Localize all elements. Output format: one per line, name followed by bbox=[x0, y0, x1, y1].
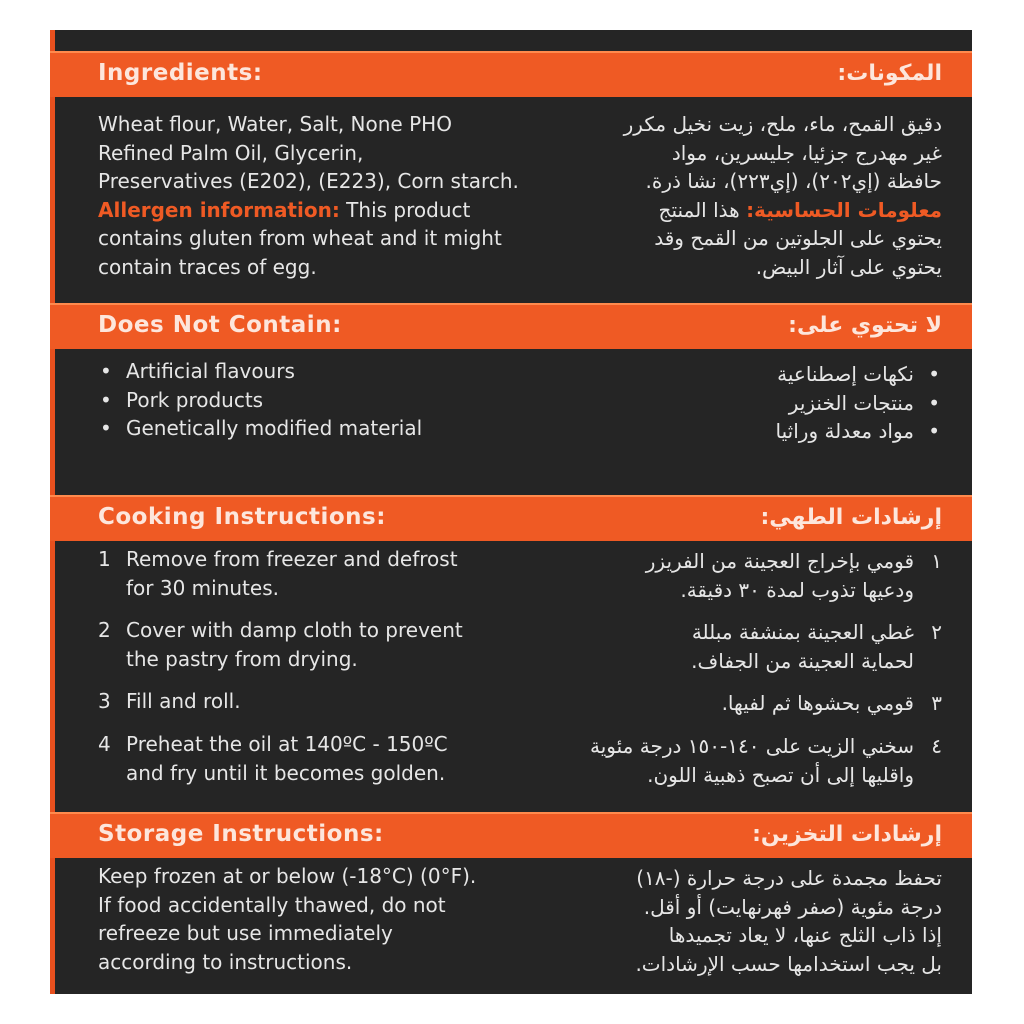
list-item-ar: • نكهات إصطناعية bbox=[776, 360, 942, 389]
step-number: 3 bbox=[98, 689, 111, 713]
storage-title-en: Storage Instructions: bbox=[98, 821, 384, 847]
storage-text-ar bbox=[635, 864, 942, 978]
step-line-ar: سخني الزيت على ١٤٠-١٥٠ درجة مئوية bbox=[590, 734, 914, 758]
allergen-line-ar: يحتوي على آثار البيض. bbox=[755, 254, 942, 279]
allergen-text: This product bbox=[339, 197, 471, 222]
ingredients-line-ar: دقيق القمح، ماء، ملح، زيت نخيل مكرر bbox=[623, 112, 942, 136]
cooking-title-en: Cooking Instructions: bbox=[98, 504, 386, 530]
step-line: and fry until it becomes golden. bbox=[126, 761, 446, 785]
storage-line: refreeze but use immediately bbox=[98, 921, 393, 945]
list-item-ar: • مواد معدلة وراثيا bbox=[776, 417, 942, 446]
does-not-contain-title-en: Does Not Contain: bbox=[98, 312, 342, 338]
step-line: Fill and roll. bbox=[126, 689, 241, 713]
ingredients-line: Preservatives (E202), (E223), Corn starch. bbox=[98, 169, 519, 193]
cooking-title-ar: إرشادات الطهي: bbox=[760, 505, 942, 530]
storage-title-ar: إرشادات التخزين: bbox=[752, 822, 942, 847]
label-panel bbox=[50, 30, 972, 994]
step-text-ar bbox=[691, 618, 914, 676]
ingredients-text-ar bbox=[624, 110, 942, 281]
ingredients-line: Wheat flour, Water, Salt, None PHO bbox=[98, 112, 452, 136]
does-not-contain-list-en bbox=[98, 357, 422, 443]
step-line-ar: لحماية العجينة من الجفاف. bbox=[691, 649, 914, 673]
step-text-ar bbox=[722, 689, 914, 718]
storage-line-ar: تحفظ مجمدة على درجة حرارة (-١٨) bbox=[636, 866, 942, 890]
storage-line-ar: درجة مئوية (صفر فهرنهايت) أو أقل. bbox=[643, 894, 942, 919]
storage-line-ar: بل يجب استخدامها حسب الإرشادات. bbox=[635, 951, 942, 976]
step-line: for 30 minutes. bbox=[126, 576, 279, 600]
storage-line: Keep frozen at or below (-18°C) (0°F). bbox=[98, 864, 477, 888]
step-number-ar: ٤ bbox=[931, 734, 942, 758]
step-line-ar: قومي بإخراج العجينة من الفريزر bbox=[645, 549, 914, 573]
cooking-header bbox=[50, 495, 972, 541]
step-text-ar bbox=[590, 732, 914, 790]
storage-line: If food accidentally thawed, do not bbox=[98, 892, 446, 917]
step-number-ar: ٣ bbox=[931, 691, 942, 715]
storage-header bbox=[50, 812, 972, 858]
step-line-ar: غطي العجينة بمنشفة مبللة bbox=[691, 620, 914, 644]
storage-line-ar: إذا ذاب الثلج عنها، لا يعاد تجميدها bbox=[668, 923, 942, 947]
does-not-contain-title-ar: لا تحتوي على: bbox=[788, 313, 942, 338]
step-line: Preheat the oil at 140ºC - 150ºC bbox=[126, 732, 448, 756]
step-text bbox=[126, 616, 463, 674]
does-not-contain-header bbox=[50, 303, 972, 349]
storage-text-en bbox=[98, 862, 476, 976]
step-text bbox=[126, 545, 458, 603]
step-number-ar: ١ bbox=[931, 549, 942, 573]
allergen-label-ar: معلومات الحساسية: bbox=[746, 197, 942, 222]
ingredients-text-en bbox=[98, 110, 519, 281]
step-line: Remove from freezer and defrost bbox=[126, 547, 458, 571]
does-not-contain-list-ar bbox=[776, 360, 942, 446]
allergen-label-en: Allergen information: bbox=[98, 197, 340, 222]
ingredients-line: Refined Palm Oil, Glycerin, bbox=[98, 140, 364, 165]
list-item-ar: • منتجات الخنزير bbox=[776, 389, 942, 418]
storage-line: according to instructions. bbox=[98, 949, 353, 974]
step-number: 4 bbox=[98, 732, 111, 756]
ingredients-title-ar: المكونات: bbox=[837, 61, 942, 86]
step-line-ar: واقليها إلى أن تصبح ذهبية اللون. bbox=[647, 763, 914, 787]
ingredients-line-ar: غير مهدرج جزئيا، جليسرين، مواد bbox=[671, 140, 942, 165]
step-text-ar bbox=[646, 547, 914, 605]
step-line-ar: قومي بحشوها ثم لفيها. bbox=[721, 691, 914, 715]
step-text bbox=[126, 730, 448, 788]
step-line: the pastry from drying. bbox=[126, 647, 358, 671]
step-line-ar: ودعيها تذوب لمدة ٣٠ دقيقة. bbox=[680, 578, 914, 602]
ingredients-line-ar: حافظة (إي٢٠٢)، (إي٢٢٣)، نشا ذرة. bbox=[645, 169, 942, 193]
allergen-line bbox=[98, 196, 519, 225]
step-line: Cover with damp cloth to prevent bbox=[126, 618, 463, 642]
allergen-line: contain traces of egg. bbox=[98, 254, 317, 279]
allergen-line: contains gluten from wheat and it might bbox=[98, 226, 502, 250]
list-item: • Pork products bbox=[98, 386, 422, 415]
step-number: 2 bbox=[98, 618, 111, 642]
step-number: 1 bbox=[98, 547, 111, 571]
allergen-line-ar bbox=[624, 196, 942, 225]
allergen-text-ar: هذا المنتج bbox=[658, 197, 747, 222]
ingredients-header bbox=[50, 51, 972, 97]
list-item: • Artificial flavours bbox=[98, 357, 422, 386]
ingredients-title-en: Ingredients: bbox=[98, 60, 263, 86]
step-number-ar: ٢ bbox=[931, 620, 942, 644]
allergen-line-ar: يحتوي على الجلوتين من القمح وقد bbox=[654, 226, 942, 250]
list-item: • Genetically modified material bbox=[98, 414, 422, 443]
step-text bbox=[126, 687, 241, 716]
